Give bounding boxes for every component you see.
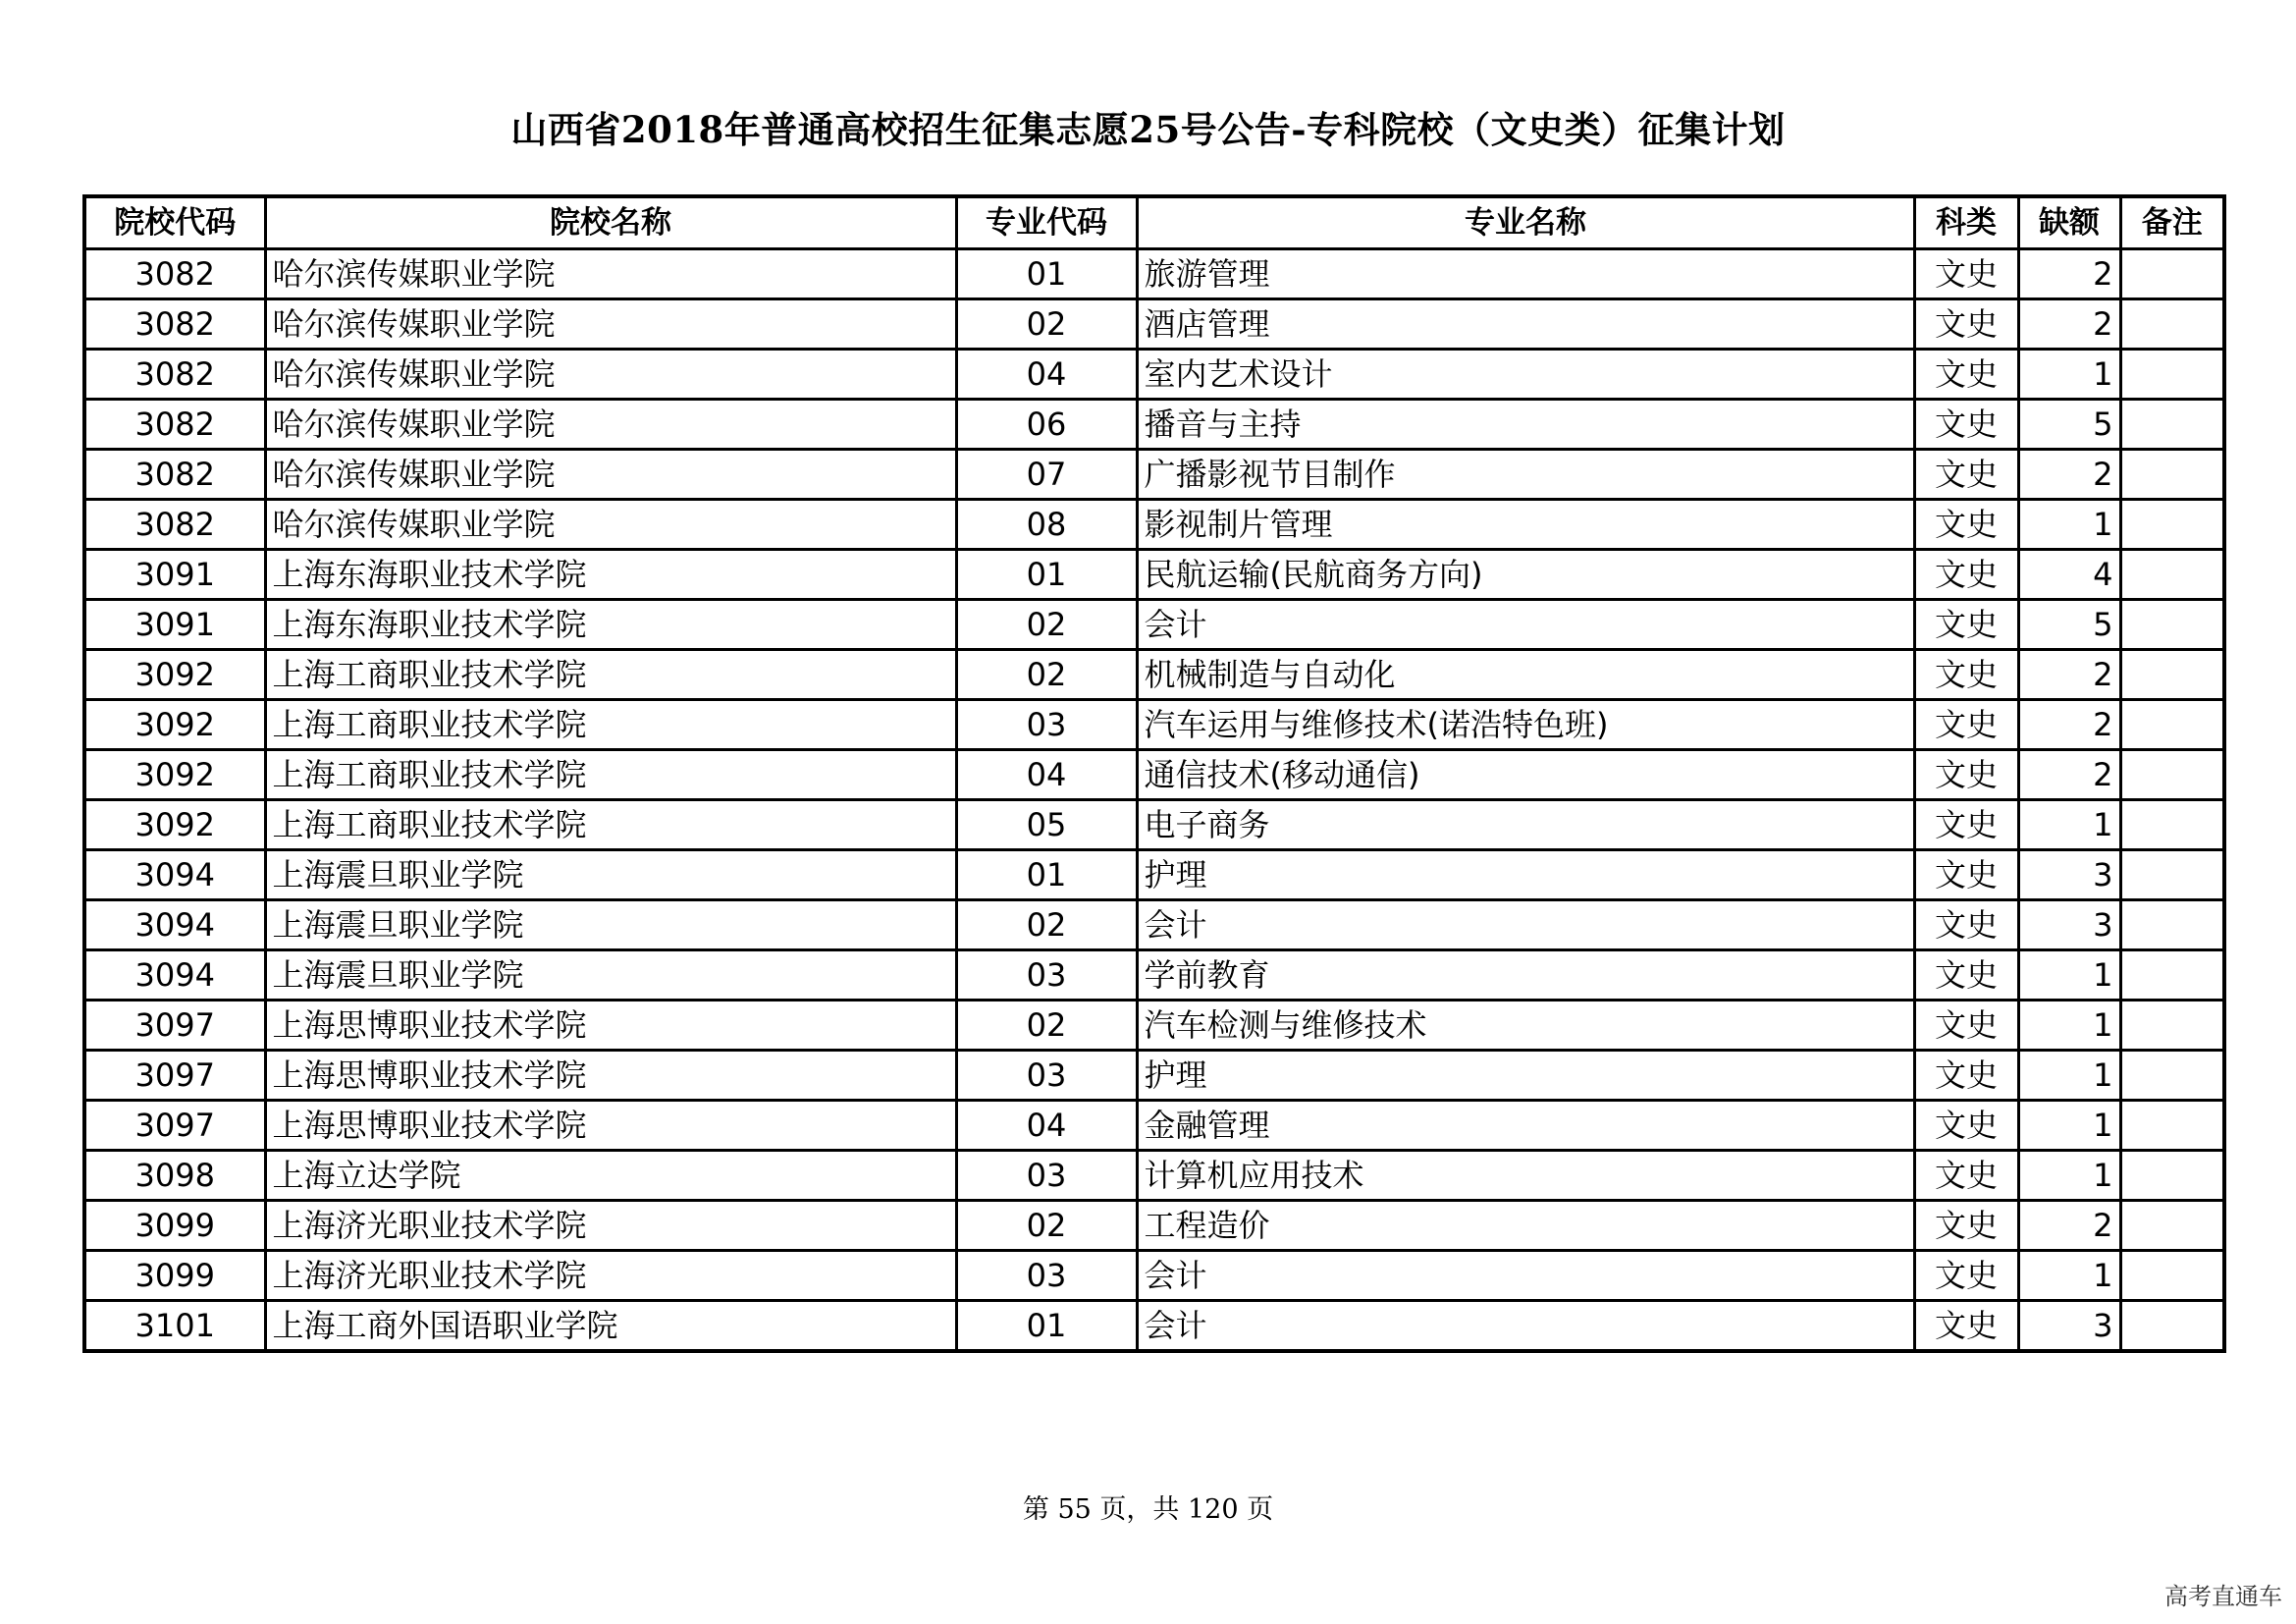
category-cell: 文史 bbox=[1914, 700, 2018, 750]
school-code-cell: 3082 bbox=[84, 350, 265, 400]
vacancy-cell: 1 bbox=[2018, 1251, 2120, 1301]
major-code-cell: 04 bbox=[956, 750, 1137, 800]
major-code-cell: 01 bbox=[956, 550, 1137, 600]
remarks-cell bbox=[2120, 950, 2224, 1001]
category-cell: 文史 bbox=[1914, 650, 2018, 700]
header-school-code: 院校代码 bbox=[84, 196, 265, 249]
category-cell: 文史 bbox=[1914, 600, 2018, 650]
major-code-cell: 01 bbox=[956, 1301, 1137, 1352]
school-code-cell: 3082 bbox=[84, 400, 265, 450]
school-name-cell: 上海震旦职业学院 bbox=[265, 950, 956, 1001]
category-cell: 文史 bbox=[1914, 400, 2018, 450]
header-category: 科类 bbox=[1914, 196, 2018, 249]
remarks-cell bbox=[2120, 550, 2224, 600]
school-name-cell: 哈尔滨传媒职业学院 bbox=[265, 350, 956, 400]
major-code-cell: 03 bbox=[956, 700, 1137, 750]
school-name-cell: 哈尔滨传媒职业学院 bbox=[265, 400, 956, 450]
major-name-cell: 民航运输(民航商务方向) bbox=[1137, 550, 1914, 600]
school-code-cell: 3094 bbox=[84, 900, 265, 950]
category-cell: 文史 bbox=[1914, 800, 2018, 850]
school-code-cell: 3097 bbox=[84, 1051, 265, 1101]
school-code-cell: 3082 bbox=[84, 450, 265, 500]
major-name-cell: 护理 bbox=[1137, 850, 1914, 900]
remarks-cell bbox=[2120, 500, 2224, 550]
school-code-cell: 3092 bbox=[84, 800, 265, 850]
major-name-cell: 会计 bbox=[1137, 900, 1914, 950]
major-name-cell: 金融管理 bbox=[1137, 1101, 1914, 1151]
remarks-cell bbox=[2120, 1101, 2224, 1151]
category-cell: 文史 bbox=[1914, 500, 2018, 550]
remarks-cell bbox=[2120, 1051, 2224, 1101]
table-row bbox=[84, 500, 2224, 550]
table-row bbox=[84, 450, 2224, 500]
vacancy-cell: 1 bbox=[2018, 950, 2120, 1001]
school-code-cell: 3092 bbox=[84, 650, 265, 700]
table-row bbox=[84, 1101, 2224, 1151]
vacancy-cell: 1 bbox=[2018, 350, 2120, 400]
category-cell: 文史 bbox=[1914, 1251, 2018, 1301]
category-cell: 文史 bbox=[1914, 1301, 2018, 1352]
table-row bbox=[84, 299, 2224, 350]
major-name-cell: 电子商务 bbox=[1137, 800, 1914, 850]
header-remarks: 备注 bbox=[2120, 196, 2224, 249]
school-name-cell: 上海东海职业技术学院 bbox=[265, 550, 956, 600]
major-name-cell: 会计 bbox=[1137, 600, 1914, 650]
school-name-cell: 上海工商职业技术学院 bbox=[265, 800, 956, 850]
category-cell: 文史 bbox=[1914, 1151, 2018, 1201]
vacancy-cell: 2 bbox=[2018, 700, 2120, 750]
remarks-cell bbox=[2120, 1251, 2224, 1301]
school-name-cell: 上海工商外国语职业学院 bbox=[265, 1301, 956, 1352]
vacancy-cell: 2 bbox=[2018, 750, 2120, 800]
school-code-cell: 3098 bbox=[84, 1151, 265, 1201]
category-cell: 文史 bbox=[1914, 750, 2018, 800]
vacancy-cell: 2 bbox=[2018, 1201, 2120, 1251]
school-name-cell: 哈尔滨传媒职业学院 bbox=[265, 450, 956, 500]
vacancy-cell: 1 bbox=[2018, 1051, 2120, 1101]
major-code-cell: 03 bbox=[956, 1051, 1137, 1101]
major-name-cell: 会计 bbox=[1137, 1251, 1914, 1301]
school-code-cell: 3091 bbox=[84, 550, 265, 600]
school-name-cell: 上海济光职业技术学院 bbox=[265, 1201, 956, 1251]
vacancy-cell: 1 bbox=[2018, 800, 2120, 850]
vacancy-cell: 1 bbox=[2018, 1151, 2120, 1201]
header-school-name: 院校名称 bbox=[265, 196, 956, 249]
category-cell: 文史 bbox=[1914, 1101, 2018, 1151]
remarks-cell bbox=[2120, 800, 2224, 850]
page-title: 山西省2018年普通高校招生征集志愿25号公告-专科院校（文史类）征集计划 bbox=[510, 108, 1786, 151]
school-name-cell: 上海工商职业技术学院 bbox=[265, 700, 956, 750]
enrollment-plan-table bbox=[82, 194, 2226, 1353]
school-name-cell: 哈尔滨传媒职业学院 bbox=[265, 299, 956, 350]
school-code-cell: 3099 bbox=[84, 1201, 265, 1251]
school-code-cell: 3097 bbox=[84, 1101, 265, 1151]
table-row bbox=[84, 1301, 2224, 1352]
table-header-row bbox=[84, 196, 2224, 249]
category-cell: 文史 bbox=[1914, 450, 2018, 500]
table-row bbox=[84, 750, 2224, 800]
major-code-cell: 05 bbox=[956, 800, 1137, 850]
school-code-cell: 3092 bbox=[84, 700, 265, 750]
vacancy-cell: 1 bbox=[2018, 500, 2120, 550]
major-name-cell: 学前教育 bbox=[1137, 950, 1914, 1001]
major-code-cell: 03 bbox=[956, 950, 1137, 1001]
table-row bbox=[84, 1251, 2224, 1301]
table-row bbox=[84, 1151, 2224, 1201]
vacancy-cell: 3 bbox=[2018, 850, 2120, 900]
school-name-cell: 上海思博职业技术学院 bbox=[265, 1051, 956, 1101]
vacancy-cell: 4 bbox=[2018, 550, 2120, 600]
school-code-cell: 3097 bbox=[84, 1001, 265, 1051]
vacancy-cell: 1 bbox=[2018, 1001, 2120, 1051]
category-cell: 文史 bbox=[1914, 249, 2018, 299]
table-row bbox=[84, 600, 2224, 650]
remarks-cell bbox=[2120, 850, 2224, 900]
major-name-cell: 护理 bbox=[1137, 1051, 1914, 1101]
vacancy-cell: 2 bbox=[2018, 450, 2120, 500]
major-code-cell: 02 bbox=[956, 900, 1137, 950]
remarks-cell bbox=[2120, 299, 2224, 350]
major-code-cell: 02 bbox=[956, 650, 1137, 700]
header-vacancy: 缺额 bbox=[2018, 196, 2120, 249]
major-code-cell: 03 bbox=[956, 1151, 1137, 1201]
table-row bbox=[84, 800, 2224, 850]
vacancy-cell: 2 bbox=[2018, 299, 2120, 350]
major-code-cell: 08 bbox=[956, 500, 1137, 550]
remarks-cell bbox=[2120, 900, 2224, 950]
page-number: 第 55 页，共 120 页 bbox=[1022, 1494, 1274, 1525]
school-name-cell: 上海思博职业技术学院 bbox=[265, 1101, 956, 1151]
major-name-cell: 机械制造与自动化 bbox=[1137, 650, 1914, 700]
school-code-cell: 3082 bbox=[84, 500, 265, 550]
category-cell: 文史 bbox=[1914, 950, 2018, 1001]
school-code-cell: 3101 bbox=[84, 1301, 265, 1352]
remarks-cell bbox=[2120, 450, 2224, 500]
major-code-cell: 01 bbox=[956, 249, 1137, 299]
school-code-cell: 3099 bbox=[84, 1251, 265, 1301]
table-row bbox=[84, 1201, 2224, 1251]
major-name-cell: 汽车运用与维修技术(诺浩特色班) bbox=[1137, 700, 1914, 750]
table-row bbox=[84, 550, 2224, 600]
major-code-cell: 02 bbox=[956, 1001, 1137, 1051]
category-cell: 文史 bbox=[1914, 550, 2018, 600]
vacancy-cell: 1 bbox=[2018, 1101, 2120, 1151]
school-name-cell: 上海立达学院 bbox=[265, 1151, 956, 1201]
major-name-cell: 工程造价 bbox=[1137, 1201, 1914, 1251]
category-cell: 文史 bbox=[1914, 900, 2018, 950]
school-name-cell: 哈尔滨传媒职业学院 bbox=[265, 500, 956, 550]
table-body bbox=[84, 249, 2224, 1352]
school-name-cell: 上海震旦职业学院 bbox=[265, 850, 956, 900]
remarks-cell bbox=[2120, 650, 2224, 700]
vacancy-cell: 5 bbox=[2018, 400, 2120, 450]
remarks-cell bbox=[2120, 600, 2224, 650]
category-cell: 文史 bbox=[1914, 299, 2018, 350]
major-name-cell: 汽车检测与维修技术 bbox=[1137, 1001, 1914, 1051]
major-code-cell: 02 bbox=[956, 299, 1137, 350]
major-name-cell: 室内艺术设计 bbox=[1137, 350, 1914, 400]
category-cell: 文史 bbox=[1914, 350, 2018, 400]
school-name-cell: 上海济光职业技术学院 bbox=[265, 1251, 956, 1301]
school-name-cell: 上海工商职业技术学院 bbox=[265, 750, 956, 800]
watermark-text: 高考直通车 bbox=[2164, 1583, 2282, 1610]
major-code-cell: 02 bbox=[956, 600, 1137, 650]
table-row bbox=[84, 1051, 2224, 1101]
remarks-cell bbox=[2120, 1301, 2224, 1352]
table-row bbox=[84, 700, 2224, 750]
remarks-cell bbox=[2120, 249, 2224, 299]
major-code-cell: 07 bbox=[956, 450, 1137, 500]
major-name-cell: 广播影视节目制作 bbox=[1137, 450, 1914, 500]
major-code-cell: 02 bbox=[956, 1201, 1137, 1251]
table-row bbox=[84, 650, 2224, 700]
school-code-cell: 3094 bbox=[84, 950, 265, 1001]
table-row bbox=[84, 900, 2224, 950]
remarks-cell bbox=[2120, 350, 2224, 400]
major-code-cell: 06 bbox=[956, 400, 1137, 450]
vacancy-cell: 2 bbox=[2018, 650, 2120, 700]
major-code-cell: 01 bbox=[956, 850, 1137, 900]
vacancy-cell: 5 bbox=[2018, 600, 2120, 650]
school-name-cell: 哈尔滨传媒职业学院 bbox=[265, 249, 956, 299]
major-name-cell: 旅游管理 bbox=[1137, 249, 1914, 299]
remarks-cell bbox=[2120, 400, 2224, 450]
category-cell: 文史 bbox=[1914, 1001, 2018, 1051]
remarks-cell bbox=[2120, 750, 2224, 800]
table-row bbox=[84, 950, 2224, 1001]
major-code-cell: 03 bbox=[956, 1251, 1137, 1301]
vacancy-cell: 3 bbox=[2018, 1301, 2120, 1352]
remarks-cell bbox=[2120, 1151, 2224, 1201]
major-code-cell: 04 bbox=[956, 1101, 1137, 1151]
school-name-cell: 上海东海职业技术学院 bbox=[265, 600, 956, 650]
category-cell: 文史 bbox=[1914, 850, 2018, 900]
school-code-cell: 3094 bbox=[84, 850, 265, 900]
category-cell: 文史 bbox=[1914, 1051, 2018, 1101]
school-code-cell: 3082 bbox=[84, 249, 265, 299]
remarks-cell bbox=[2120, 1201, 2224, 1251]
school-code-cell: 3092 bbox=[84, 750, 265, 800]
table-row bbox=[84, 400, 2224, 450]
table-row bbox=[84, 1001, 2224, 1051]
table-row bbox=[84, 350, 2224, 400]
remarks-cell bbox=[2120, 700, 2224, 750]
category-cell: 文史 bbox=[1914, 1201, 2018, 1251]
school-code-cell: 3082 bbox=[84, 299, 265, 350]
school-name-cell: 上海思博职业技术学院 bbox=[265, 1001, 956, 1051]
header-major-name: 专业名称 bbox=[1137, 196, 1914, 249]
major-name-cell: 计算机应用技术 bbox=[1137, 1151, 1914, 1201]
vacancy-cell: 2 bbox=[2018, 249, 2120, 299]
school-code-cell: 3091 bbox=[84, 600, 265, 650]
header-major-code: 专业代码 bbox=[956, 196, 1137, 249]
major-code-cell: 04 bbox=[956, 350, 1137, 400]
vacancy-cell: 3 bbox=[2018, 900, 2120, 950]
major-name-cell: 会计 bbox=[1137, 1301, 1914, 1352]
major-name-cell: 影视制片管理 bbox=[1137, 500, 1914, 550]
table-row bbox=[84, 249, 2224, 299]
school-name-cell: 上海震旦职业学院 bbox=[265, 900, 956, 950]
school-name-cell: 上海工商职业技术学院 bbox=[265, 650, 956, 700]
major-name-cell: 酒店管理 bbox=[1137, 299, 1914, 350]
major-name-cell: 通信技术(移动通信) bbox=[1137, 750, 1914, 800]
remarks-cell bbox=[2120, 1001, 2224, 1051]
major-name-cell: 播音与主持 bbox=[1137, 400, 1914, 450]
table-row bbox=[84, 850, 2224, 900]
